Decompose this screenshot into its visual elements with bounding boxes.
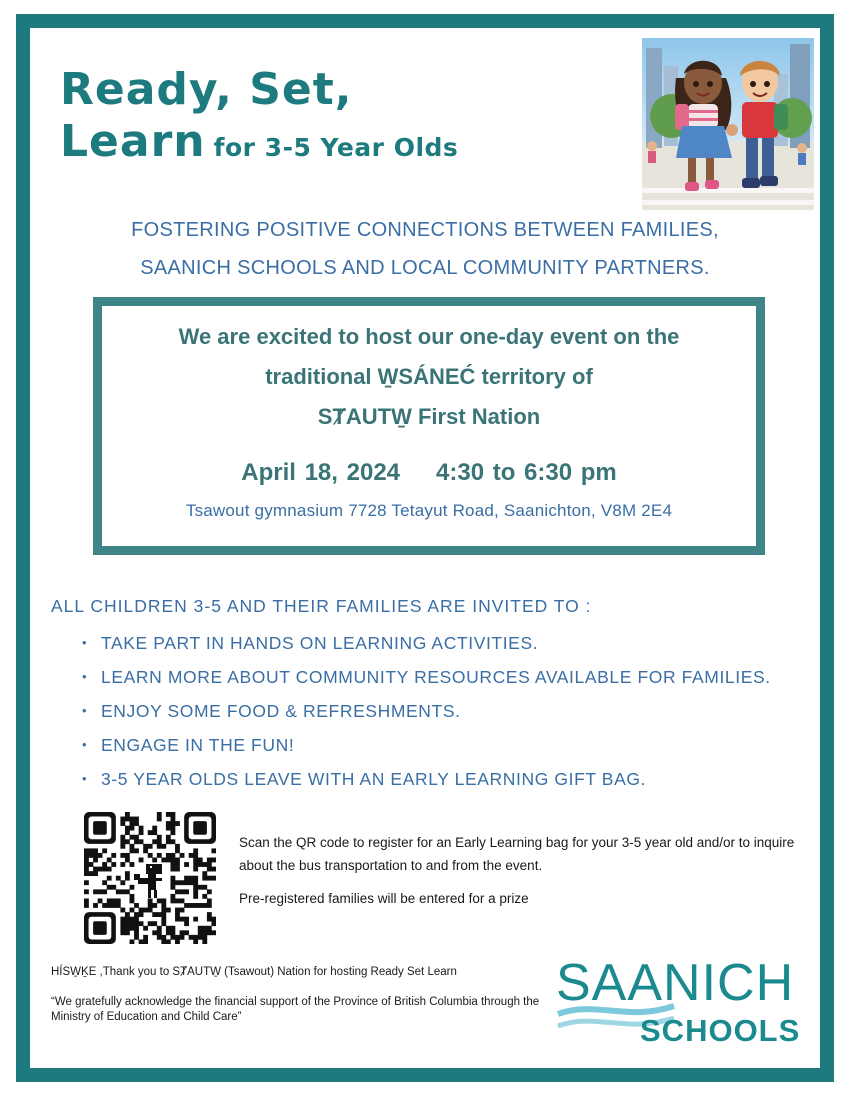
prize-note: Pre-registered families will be entered for a prize bbox=[239, 891, 529, 906]
logo-text-saanich: SAANICH bbox=[556, 954, 795, 1012]
event-date-time bbox=[102, 453, 756, 493]
event-intro-line-3: SȾAUTW̱ First Nation bbox=[317, 404, 541, 429]
funding-acknowledgement: “We gratefully acknowledge the financial support of the Province of British Columbia through the Ministry of Education and Child Care” bbox=[51, 996, 540, 1023]
list-item: • ENJOY SOME FOOD & REFRESHMENTS. bbox=[82, 694, 771, 728]
title-line-1: Ready, Set, bbox=[60, 64, 353, 115]
dinosaur-icon bbox=[134, 864, 162, 898]
qr-code-icon[interactable] bbox=[84, 812, 216, 944]
tagline-line-1: FOSTERING POSITIVE CONNECTIONS BETWEEN FAMILIES, bbox=[131, 219, 719, 241]
event-intro-line-2: traditional W̱SÁNEĆ territory of bbox=[265, 364, 593, 389]
page-title bbox=[60, 64, 458, 174]
invite-heading: ALL CHILDREN 3-5 AND THEIR FAMILIES ARE INVITED TO : bbox=[51, 596, 592, 616]
activity-list bbox=[82, 626, 771, 796]
title-learn: Learn bbox=[60, 116, 206, 167]
list-item: • ENGAGE IN THE FUN! bbox=[82, 728, 771, 762]
list-item: • 3-5 YEAR OLDS LEAVE WITH AN EARLY LEARNING GIFT BAG. bbox=[82, 762, 771, 796]
event-address: Tsawout gymnasium 7728 Tetayut Road, Saanichton, V8M 2E4 bbox=[185, 501, 673, 520]
event-intro-line-1: We are excited to host our one-day event on the bbox=[178, 324, 680, 349]
title-subtitle: for 3-5 Year Olds bbox=[213, 133, 459, 162]
event-details-box bbox=[93, 297, 765, 555]
children-walking-illustration bbox=[642, 38, 814, 210]
thank-you-note: HÍSW̱ḴE ,Thank you to SȾAUTW̱ (Tsawout) Nation for hosting Ready Set Learn bbox=[51, 966, 457, 978]
list-item: • LEARN MORE ABOUT COMMUNITY RESOURCES AVAILABLE FOR FAMILIES. bbox=[82, 660, 771, 694]
list-item: • TAKE PART IN HANDS ON LEARNING ACTIVITIES. bbox=[82, 626, 771, 660]
saanich-schools-logo bbox=[556, 948, 801, 1048]
event-date: April 18, 2024 bbox=[241, 459, 401, 486]
title-line-2 bbox=[60, 116, 458, 174]
event-time: 4:30 to 6:30 pm bbox=[436, 459, 617, 486]
logo-text-schools: SCHOOLS bbox=[640, 1013, 801, 1048]
tagline-line-2: SAANICH SCHOOLS AND LOCAL COMMUNITY PARTNERS. bbox=[140, 257, 710, 279]
scan-instructions: Scan the QR code to register for an Early Learning bag for your 3-5 year old and/or to inquire about the bus transportation to and from the event. bbox=[239, 835, 795, 873]
registration-info bbox=[239, 831, 809, 910]
